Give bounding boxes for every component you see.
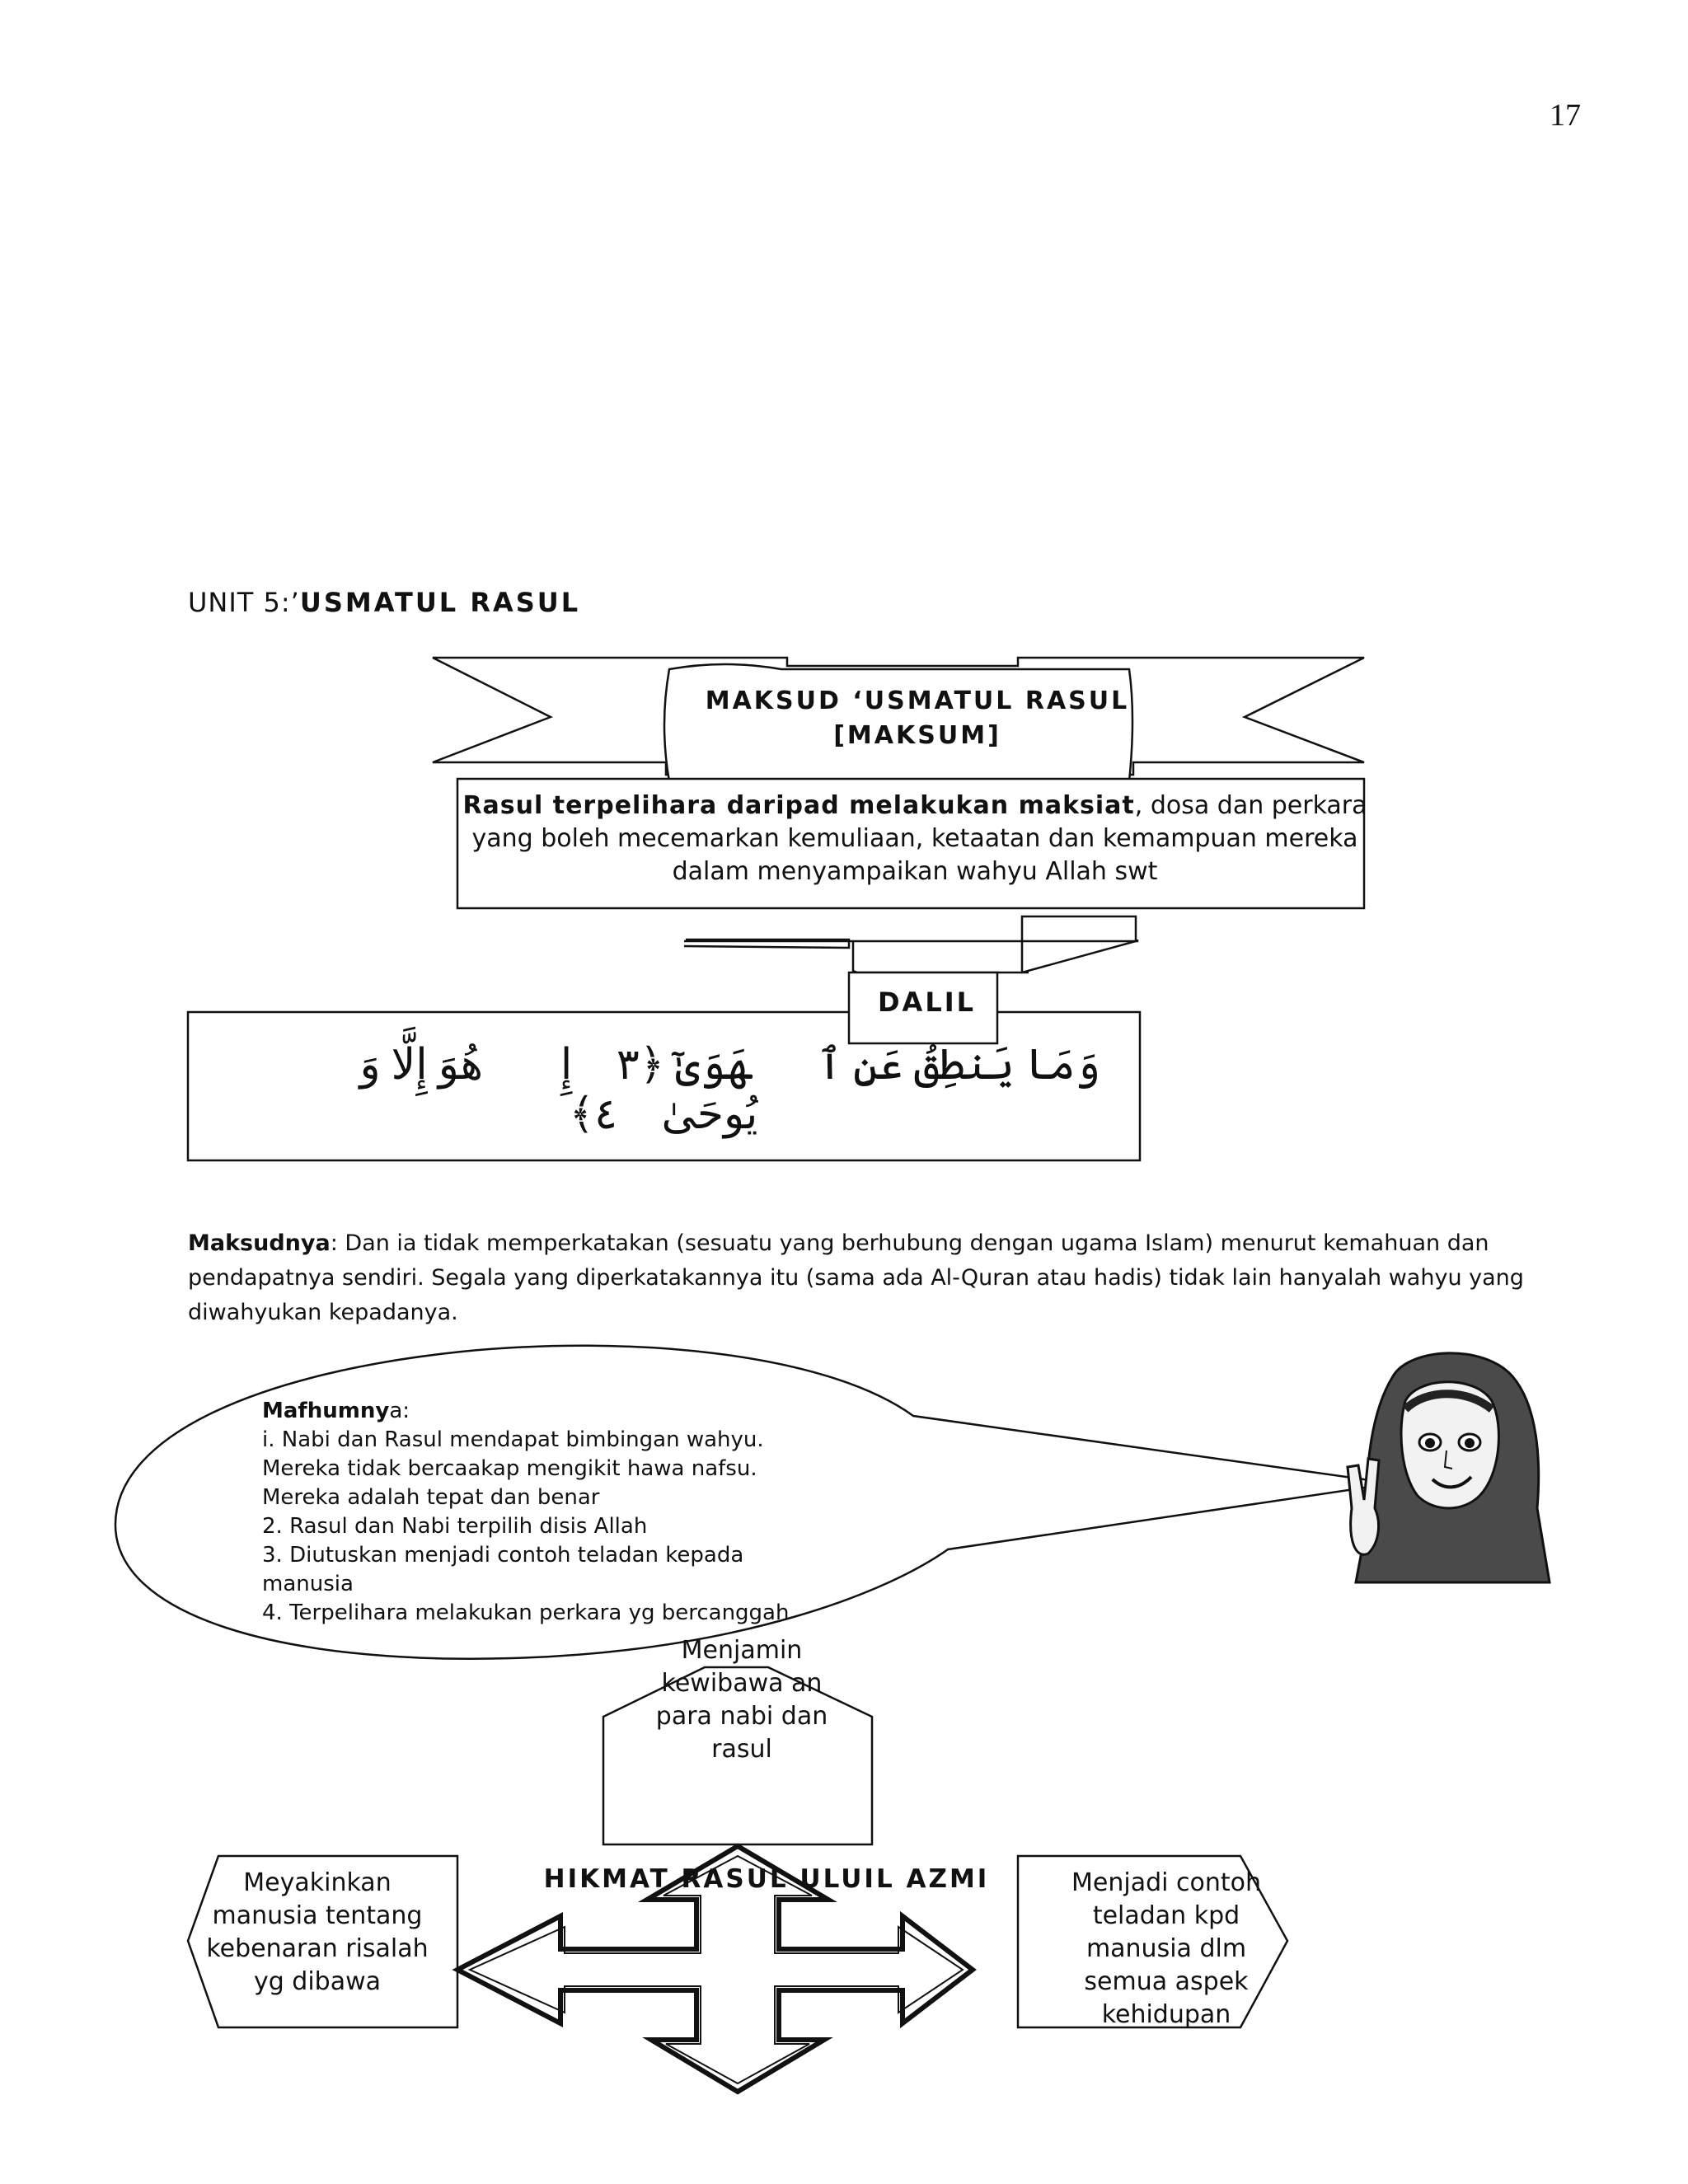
maksud-title-line2: [MAKSUM] bbox=[833, 721, 1001, 750]
mafhum-list bbox=[262, 1397, 806, 1628]
unit-prefix: UNIT 5:’ bbox=[188, 587, 300, 618]
definition-rest: , dosa dan perkara yang boleh mecemarkan kemuliaan, ketaatan dan kemampuan mereka dalam menyampaikan wahyu Allah swt bbox=[471, 791, 1367, 886]
unit-name: USMATUL RASUL bbox=[299, 587, 581, 618]
mafhum-line: Mereka tidak bercaakap mengikit hawa nafsu. bbox=[262, 1456, 757, 1481]
mafhum-line: manusia bbox=[262, 1572, 354, 1596]
mafhum-line: 3. Diutuskan menjadi contoh teladan kepada bbox=[262, 1543, 744, 1568]
mafhum-label-suffix: a: bbox=[389, 1399, 410, 1423]
quran-ayah: وَمَا يَنطِقُ عَنِ ٱلۡهَوَىٰٓ ﴿٣﴾ إِنۡ هُوَ إِلَّا وَحۡيٞ يُوحَىٰ ﴿٤﴾ bbox=[226, 1042, 1101, 1138]
mafhum-line: Mereka adalah tepat dan benar bbox=[262, 1485, 600, 1510]
page-number: 17 bbox=[1550, 98, 1581, 133]
arrow-funnel bbox=[684, 916, 1136, 972]
definition-bold: Rasul terpelihara daripad melakukan maksiat bbox=[462, 791, 1135, 820]
girl-peace-sign-icon bbox=[1335, 1343, 1558, 1591]
maksudnya-text: : Dan ia tidak memperkatakan (sesuatu yang berhubung dengan ugama Islam) menurut kemahuan dan pendapatnya sendiri. Segala yang diperkatakannya itu (sama ada Al-Quran atau hadis) tidak lain hanyalah wahyu yang diwahyukan kepadanya. bbox=[188, 1230, 1524, 1325]
maksud-title-line1: MAKSUD ‘USMATUL RASUL bbox=[705, 687, 1130, 715]
maksud-title bbox=[674, 684, 1160, 753]
hikmat-top-text: Menjamin kewibawa an para nabi dan rasul bbox=[655, 1636, 828, 1764]
maksudnya-label: Maksudnya bbox=[188, 1230, 331, 1256]
mafhum-label: Mafhumny bbox=[262, 1399, 390, 1423]
mafhum-line: i. Nabi dan Rasul mendapat bimbingan wahyu. bbox=[262, 1427, 764, 1452]
hikmat-title: HIKMAT RASUL ULUIL AZMI bbox=[543, 1864, 990, 1894]
mafhum-line: 2. Rasul dan Nabi terpilih disis Allah bbox=[262, 1514, 648, 1539]
dalil-label: DALIL bbox=[877, 987, 976, 1018]
mafhum-line: 4. Terpelihara melakukan perkara yg bercanggah bbox=[262, 1601, 790, 1625]
definition-text bbox=[462, 790, 1368, 888]
mafhum-heading bbox=[262, 1397, 806, 1426]
hikmat-left-text: Meyakinkan manusia tentang kebenaran risalah yg dibawa bbox=[206, 1868, 429, 1996]
maksudnya-paragraph bbox=[188, 1226, 1606, 1330]
hikmat-right-text: Menjadi contoh teladan kpd manusia dlm semua aspek kehidupan bbox=[1071, 1868, 1261, 2029]
